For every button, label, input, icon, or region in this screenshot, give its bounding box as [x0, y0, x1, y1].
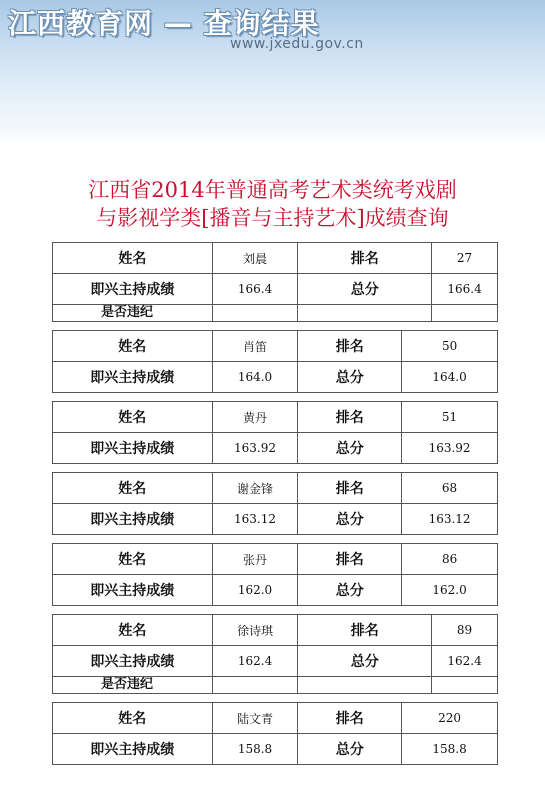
record-row-name: [53, 331, 498, 362]
score-label: 即兴主持成绩: [53, 575, 213, 606]
name-value: 刘晨: [212, 243, 298, 274]
record-row-score: [53, 362, 498, 393]
total-value: 158.8: [402, 734, 498, 765]
record-row-score: [53, 504, 498, 535]
score-value: 163.12: [212, 504, 298, 535]
empty-cell: [298, 677, 432, 694]
empty-cell: [298, 305, 432, 322]
rank-value: 50: [402, 331, 498, 362]
site-title: 江西教育网 — 查询结果: [8, 7, 320, 40]
empty-cell: [432, 677, 498, 694]
rank-label: 排名: [298, 402, 402, 433]
total-label: 总分: [298, 575, 402, 606]
score-label: 即兴主持成绩: [53, 433, 213, 464]
rank-value: 27: [432, 243, 498, 274]
rank-label: 排名: [298, 615, 432, 646]
record-row-name: [53, 703, 498, 734]
violation-label: 是否违纪: [53, 677, 213, 694]
record-row-score: [53, 734, 498, 765]
score-label: 即兴主持成绩: [53, 646, 213, 677]
name-label: 姓名: [53, 615, 213, 646]
results-list: [0, 242, 545, 765]
score-value: 162.4: [212, 646, 298, 677]
result-record: [52, 242, 498, 322]
rank-value: 68: [402, 473, 498, 504]
result-record: [52, 401, 498, 464]
record-row-name: [53, 243, 498, 274]
record-row-name: [53, 615, 498, 646]
page-title-line2: 与影视学类[播音与主持艺术]成绩查询: [96, 206, 449, 230]
total-value: 162.4: [432, 646, 498, 677]
record-row-violation: [53, 677, 498, 694]
record-row-score: [53, 646, 498, 677]
page-title-line1: 江西省2014年普通高考艺术类统考戏剧: [88, 178, 457, 202]
rank-label: 排名: [298, 243, 432, 274]
page-title: [0, 176, 545, 232]
record-row-name: [53, 473, 498, 504]
total-value: 163.92: [402, 433, 498, 464]
rank-label: 排名: [298, 703, 402, 734]
total-label: 总分: [298, 362, 402, 393]
score-value: 166.4: [212, 274, 298, 305]
total-label: 总分: [298, 274, 432, 305]
score-value: 163.92: [212, 433, 298, 464]
record-row-score: [53, 433, 498, 464]
total-value: 164.0: [402, 362, 498, 393]
name-value: 谢金锋: [212, 473, 298, 504]
score-value: 164.0: [212, 362, 298, 393]
site-url: www.jxedu.gov.cn: [230, 36, 364, 52]
name-label: 姓名: [53, 402, 213, 433]
rank-label: 排名: [298, 473, 402, 504]
score-label: 即兴主持成绩: [53, 362, 213, 393]
name-value: 陆文青: [212, 703, 298, 734]
rank-value: 51: [402, 402, 498, 433]
total-label: 总分: [298, 433, 402, 464]
result-record: [52, 543, 498, 606]
name-value: 徐诗琪: [212, 615, 298, 646]
total-label: 总分: [298, 734, 402, 765]
total-value: 166.4: [432, 274, 498, 305]
record-row-score: [53, 274, 498, 305]
score-label: 即兴主持成绩: [53, 734, 213, 765]
score-value: 162.0: [212, 575, 298, 606]
result-record: [52, 472, 498, 535]
rank-value: 86: [402, 544, 498, 575]
name-label: 姓名: [53, 703, 213, 734]
name-label: 姓名: [53, 243, 213, 274]
site-header: [0, 0, 545, 146]
name-label: 姓名: [53, 544, 213, 575]
result-record: [52, 330, 498, 393]
rank-label: 排名: [298, 544, 402, 575]
score-label: 即兴主持成绩: [53, 504, 213, 535]
name-label: 姓名: [53, 473, 213, 504]
result-record: [52, 614, 498, 694]
empty-cell: [432, 305, 498, 322]
name-value: 黄丹: [212, 402, 298, 433]
rank-label: 排名: [298, 331, 402, 362]
violation-value: [212, 677, 298, 694]
violation-value: [212, 305, 298, 322]
name-label: 姓名: [53, 331, 213, 362]
total-label: 总分: [298, 504, 402, 535]
name-value: 肖笛: [212, 331, 298, 362]
rank-value: 220: [402, 703, 498, 734]
total-value: 163.12: [402, 504, 498, 535]
score-label: 即兴主持成绩: [53, 274, 213, 305]
total-label: 总分: [298, 646, 432, 677]
rank-value: 89: [432, 615, 498, 646]
record-row-name: [53, 544, 498, 575]
record-row-score: [53, 575, 498, 606]
result-record: [52, 702, 498, 765]
record-row-name: [53, 402, 498, 433]
violation-label: 是否违纪: [53, 305, 213, 322]
score-value: 158.8: [212, 734, 298, 765]
record-row-violation: [53, 305, 498, 322]
total-value: 162.0: [402, 575, 498, 606]
name-value: 张丹: [212, 544, 298, 575]
